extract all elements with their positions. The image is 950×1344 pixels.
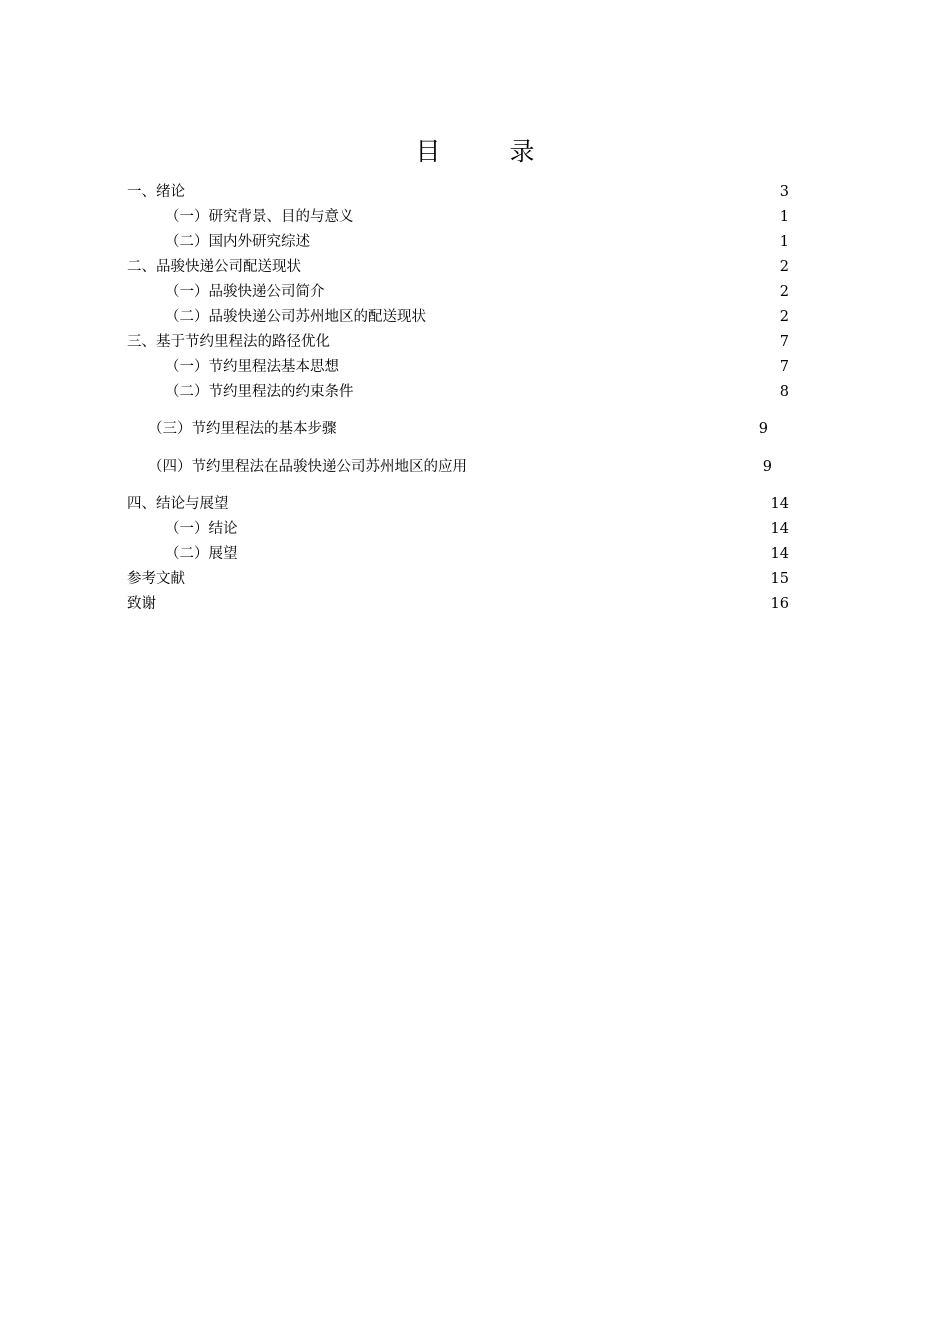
dot-leader bbox=[355, 201, 779, 221]
toc-entry[interactable] bbox=[127, 326, 789, 350]
dot-leader bbox=[302, 251, 779, 271]
toc-page-number: 2 bbox=[779, 259, 789, 275]
toc-title: 目 录 bbox=[415, 137, 557, 166]
toc-page-number: 14 bbox=[770, 496, 789, 512]
toc-entry-label: （一）品骏快递公司简介 bbox=[165, 284, 325, 300]
toc-page-number: 3 bbox=[779, 184, 789, 200]
toc-entry[interactable] bbox=[165, 351, 789, 375]
dot-leader bbox=[427, 301, 779, 321]
dot-leader bbox=[239, 538, 770, 558]
toc-entry-label: 二、品骏快递公司配送现状 bbox=[127, 259, 301, 275]
toc-page-number: 14 bbox=[770, 546, 789, 562]
toc-page-number: 7 bbox=[779, 334, 789, 350]
toc-entry[interactable] bbox=[127, 588, 789, 612]
toc-entry[interactable] bbox=[165, 301, 789, 325]
toc-entry[interactable] bbox=[127, 176, 789, 200]
dot-leader bbox=[355, 376, 779, 396]
dot-leader bbox=[230, 488, 770, 508]
toc-entry[interactable] bbox=[165, 201, 789, 225]
toc-page-number: 9 bbox=[762, 459, 772, 475]
toc-entry-label: （一）结论 bbox=[165, 521, 238, 537]
dot-leader bbox=[331, 326, 779, 346]
dot-leader bbox=[157, 588, 770, 608]
toc-page-number: 7 bbox=[779, 359, 789, 375]
dot-leader bbox=[311, 226, 779, 246]
toc-entry[interactable] bbox=[165, 226, 789, 250]
toc-page-number: 2 bbox=[779, 284, 789, 300]
toc-page-number: 1 bbox=[779, 209, 789, 225]
toc-entry-label: 参考文献 bbox=[127, 571, 185, 587]
toc-entry-label: 四、结论与展望 bbox=[127, 496, 229, 512]
toc-entry[interactable] bbox=[127, 251, 789, 275]
dot-leader bbox=[340, 351, 779, 371]
toc-page-number: 2 bbox=[779, 309, 789, 325]
dot-leader bbox=[326, 276, 779, 296]
toc-entry[interactable] bbox=[165, 513, 789, 537]
dot-leader bbox=[338, 413, 758, 433]
toc-page-number: 14 bbox=[770, 521, 789, 537]
dot-leader bbox=[239, 513, 770, 533]
dot-leader bbox=[186, 563, 770, 583]
toc-page-number: 1 bbox=[779, 234, 789, 250]
toc-entry[interactable] bbox=[165, 376, 789, 400]
toc-entry-label: （三）节约里程法的基本步骤 bbox=[148, 421, 337, 437]
toc-entry[interactable] bbox=[148, 451, 772, 475]
toc-entry-label: （一）研究背景、目的与意义 bbox=[165, 209, 354, 225]
toc-page-number: 16 bbox=[770, 596, 789, 612]
toc-entry[interactable] bbox=[148, 413, 768, 437]
toc-entry-label: （二）品骏快递公司苏州地区的配送现状 bbox=[165, 309, 426, 325]
toc-entry-label: 致谢 bbox=[127, 596, 156, 612]
toc-entry[interactable] bbox=[165, 538, 789, 562]
toc-entry-label: 一、绪论 bbox=[127, 184, 185, 200]
toc-page-number: 8 bbox=[779, 384, 789, 400]
toc-entry-label: （二）国内外研究综述 bbox=[165, 234, 310, 250]
dot-leader bbox=[186, 176, 779, 196]
toc-entry[interactable] bbox=[165, 276, 789, 300]
toc-page-number: 9 bbox=[758, 421, 768, 437]
toc-entry[interactable] bbox=[127, 488, 789, 512]
dot-leader bbox=[468, 451, 762, 471]
toc-entry-label: （四）节约里程法在品骏快递公司苏州地区的应用 bbox=[148, 459, 467, 475]
toc-entry-label: （二）展望 bbox=[165, 546, 238, 562]
toc-entry[interactable] bbox=[127, 563, 789, 587]
toc-page-number: 15 bbox=[770, 571, 789, 587]
toc-entry-label: （一）节约里程法基本思想 bbox=[165, 359, 339, 375]
toc-entry-label: 三、基于节约里程法的路径优化 bbox=[127, 334, 330, 350]
toc-entry-label: （二）节约里程法的约束条件 bbox=[165, 384, 354, 400]
